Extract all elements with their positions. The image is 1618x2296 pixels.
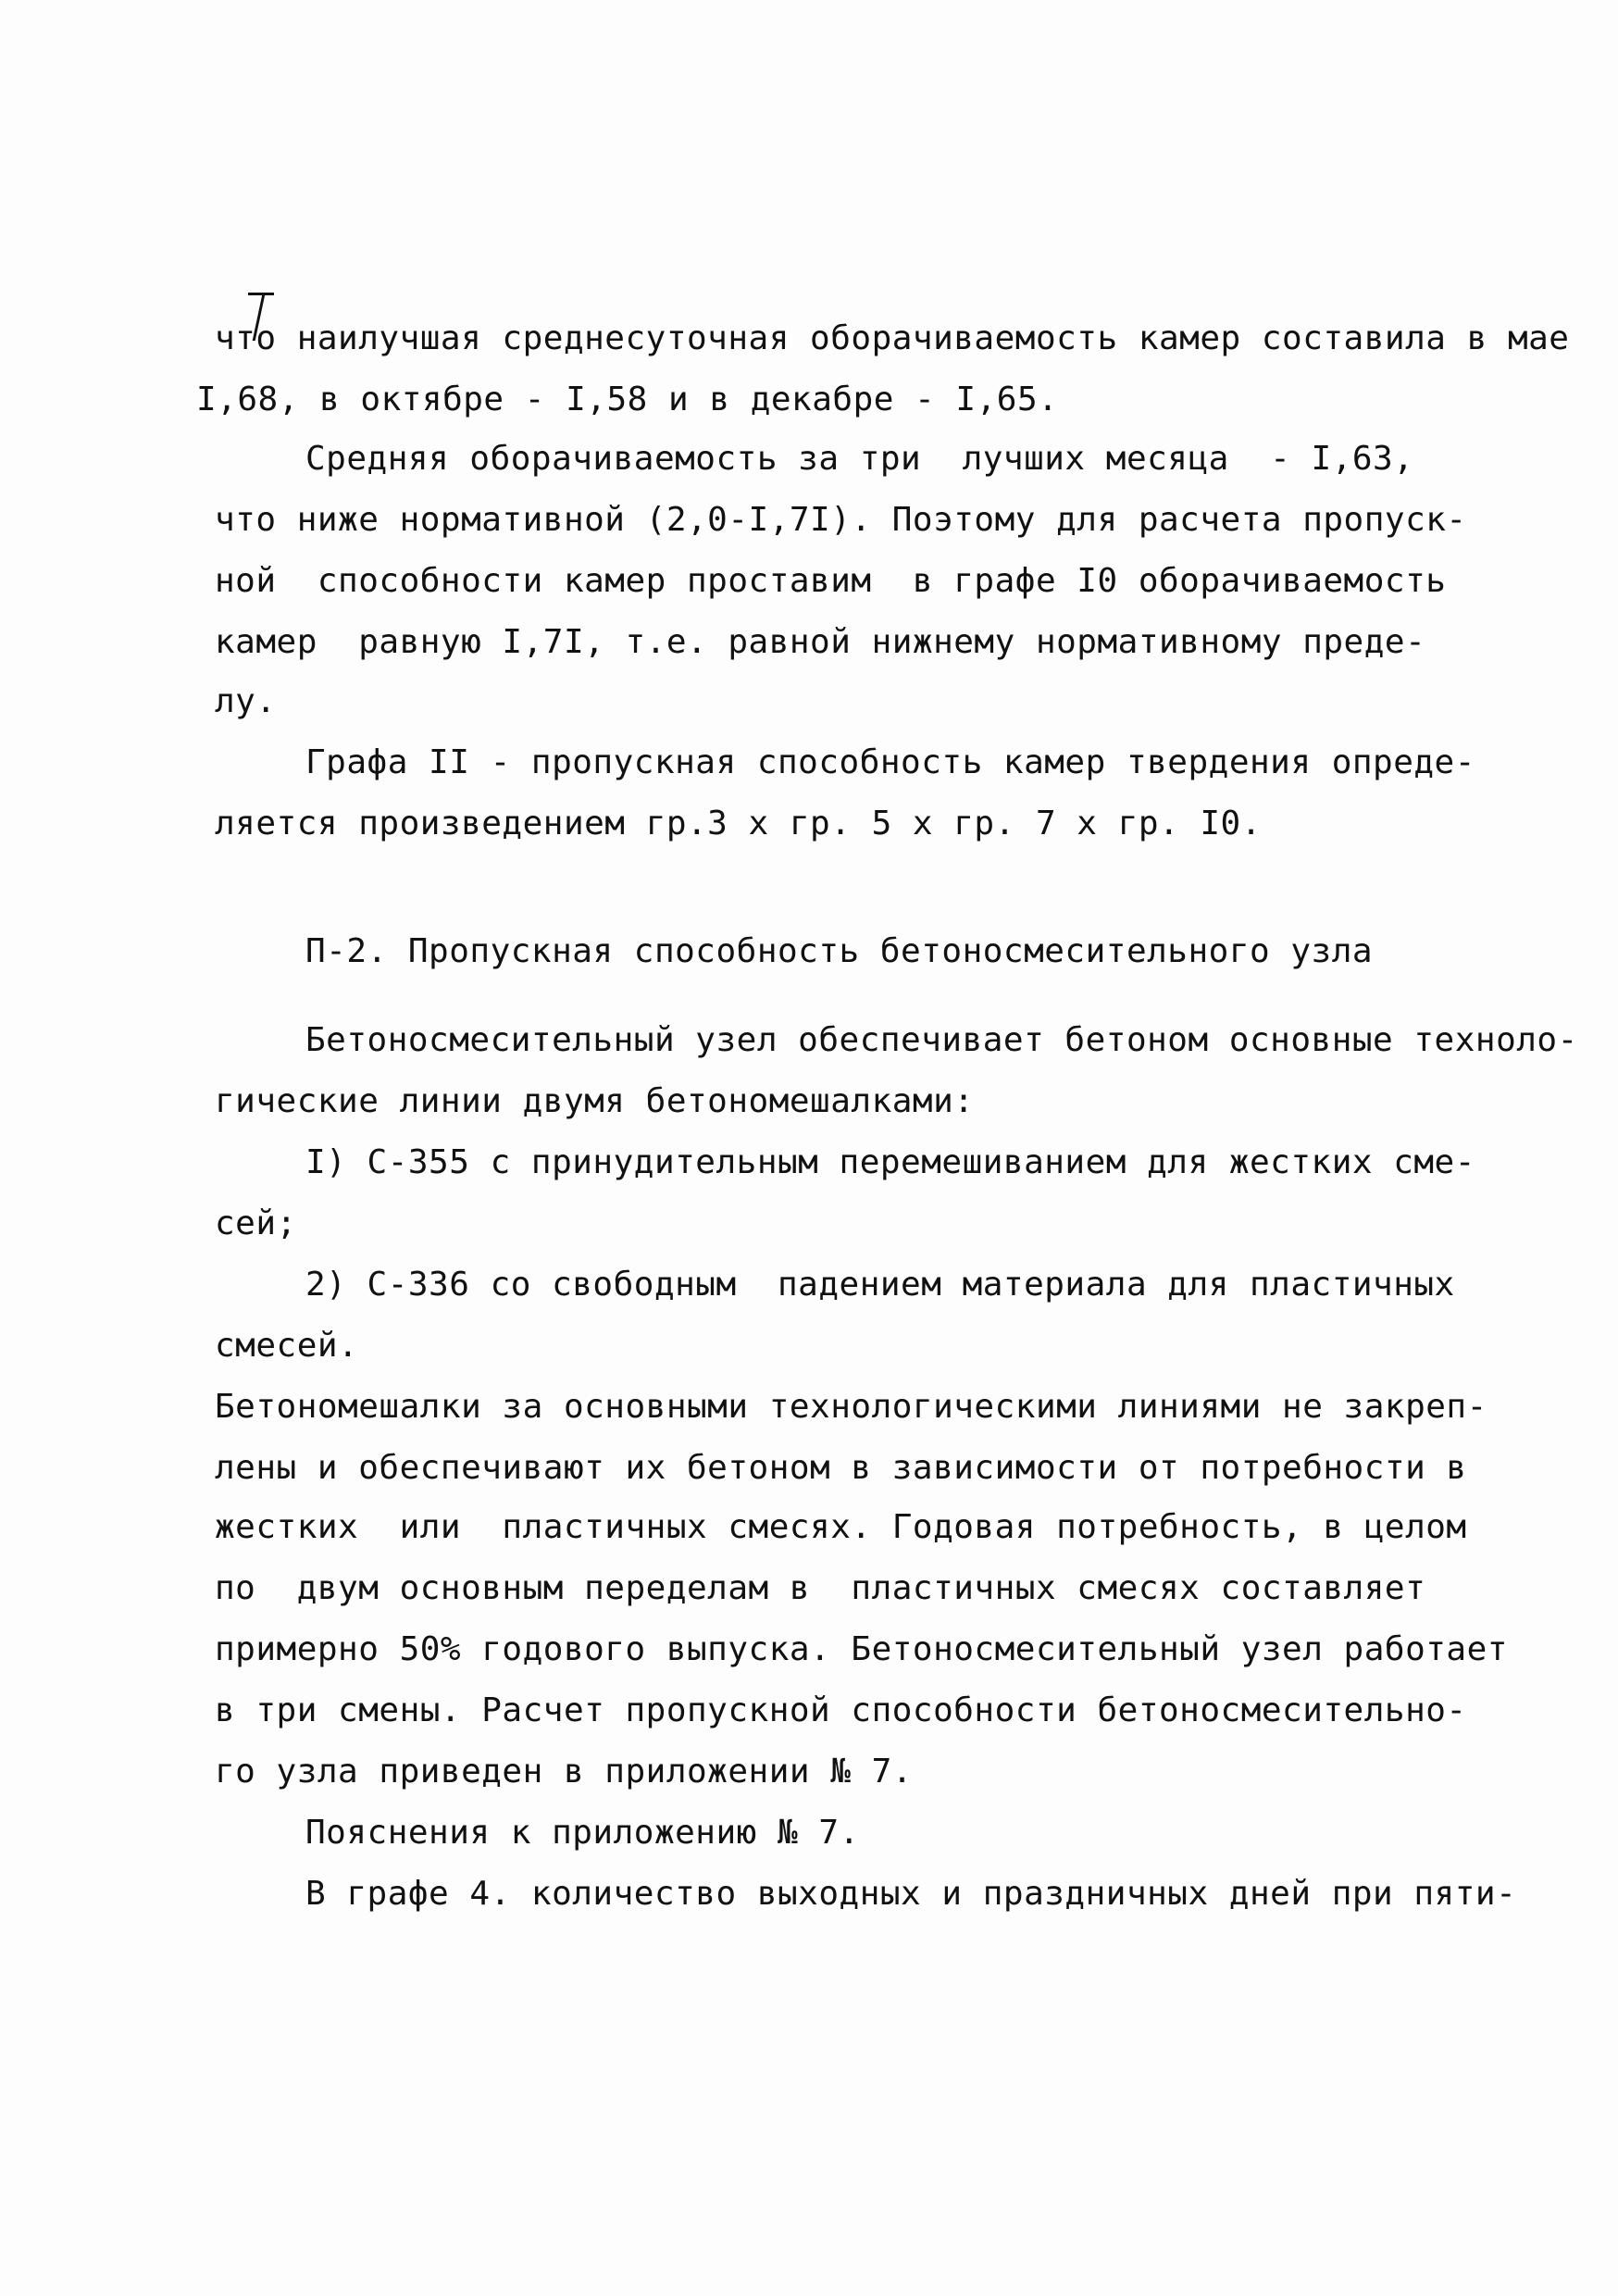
text-line: лу. <box>215 682 277 720</box>
handwritten-mark-bar <box>248 293 274 295</box>
text-line: жестких или пластичных смесях. Годовая потребность, в целом <box>215 1508 1467 1546</box>
text-line: камер равную I,7I, т.е. равной нижнему нормативному преде- <box>215 623 1426 661</box>
text-line: Графа II - пропускная способность камер твердения опреде- <box>305 743 1475 781</box>
text-line: I,68, в октябре - I,58 и в декабре - I,65. <box>196 381 1059 418</box>
text-line: что наилучшая среднесуточная оборачиваемость камер составила в мае <box>215 319 1570 357</box>
text-line: примерно 50% годового выпуска. Бетоносмесительный узел работает <box>215 1630 1508 1668</box>
list-item: 2) С-336 со свободным падением материала для пластичных <box>305 1266 1455 1304</box>
section-heading: П-2. Пропускная способность бетоносмесительного узла <box>305 932 1374 970</box>
text-line: Средняя оборачиваемость за три лучших месяца - I,63, <box>305 440 1414 478</box>
text-line: Бетоносмесительный узел обеспечивает бетоном основные техноло- <box>305 1021 1578 1059</box>
text-line: ной способности камер проставим в графе I0 оборачиваемость <box>215 562 1447 600</box>
text-line: Пояснения к приложению № 7. <box>305 1814 860 1852</box>
list-item: I) С-355 с принудительным перемешиванием для жестких сме- <box>305 1143 1475 1181</box>
text-line: в три смены. Расчет пропускной способности бетоносмесительно- <box>215 1691 1467 1729</box>
text-line: В графе 4. количество выходных и праздничных дней при пяти- <box>305 1875 1517 1913</box>
list-item: сей; <box>215 1204 297 1242</box>
text-line: Бетономешалки за основными технологическими линиями не закреп- <box>215 1388 1487 1426</box>
list-item: смесей. <box>215 1327 359 1365</box>
text-line: по двум основным переделам в пластичных смесях составляет <box>215 1569 1426 1607</box>
text-line: го узла приведен в приложении № 7. <box>215 1753 913 1791</box>
text-line: гические линии двумя бетономешалками: <box>215 1082 975 1120</box>
text-line: лены и обеспечивают их бетоном в зависимости от потребности в <box>215 1449 1467 1487</box>
text-line: ляется произведением гр.3 х гр. 5 х гр. 7 х гр. I0. <box>215 805 1262 842</box>
text-line: что ниже нормативной (2,0-I,7I). Поэтому для расчета пропуск- <box>215 501 1467 539</box>
